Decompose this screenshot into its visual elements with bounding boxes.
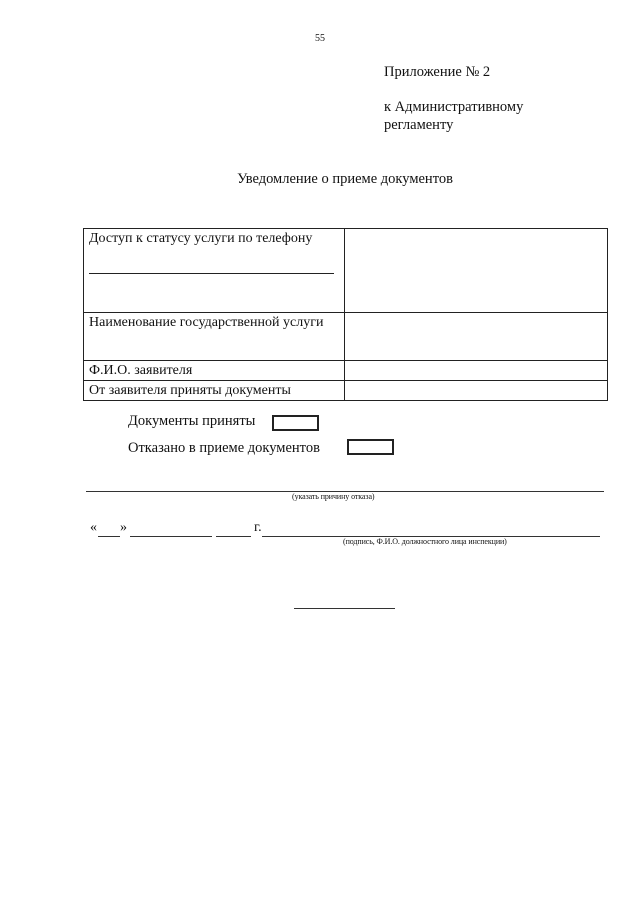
service-name-value	[345, 313, 608, 361]
phone-number-line	[89, 273, 334, 274]
phone-access-value	[345, 229, 608, 313]
applicant-name-value	[345, 361, 608, 381]
table-row	[84, 381, 608, 401]
table-row	[84, 361, 608, 381]
appendix-block	[384, 63, 523, 134]
signature-caption: (подпись, Ф.И.О. должностного лица инспекции)	[343, 537, 507, 546]
date-open-quote: «	[90, 520, 97, 535]
end-divider	[294, 608, 395, 609]
date-close-quote: »	[120, 520, 127, 535]
documents-accepted-label: Документы приняты	[128, 413, 256, 429]
documents-rejected-label: Отказано в приеме документов	[128, 440, 320, 456]
phone-access-label: Доступ к статусу услуги по телефону	[89, 231, 313, 246]
appendix-number: Приложение № 2	[384, 64, 491, 80]
table-row	[84, 313, 608, 361]
notification-table	[83, 228, 608, 401]
documents-rejected-checkbox[interactable]	[347, 439, 394, 455]
documents-received-label: От заявителя приняты документы	[84, 381, 345, 401]
rejection-reason-caption: (указать причину отказа)	[292, 492, 375, 501]
documents-received-value	[345, 381, 608, 401]
page-number: 55	[315, 33, 325, 44]
appendix-to-line-2: регламенту	[384, 117, 454, 133]
row-label	[84, 229, 345, 313]
appendix-to-line-1: к Административному	[384, 99, 524, 115]
document-title: Уведомление о приеме документов	[237, 171, 453, 187]
table-row	[84, 229, 608, 313]
date-day-line[interactable]	[98, 536, 120, 537]
service-name-label: Наименование государственной услуги	[84, 313, 345, 361]
applicant-name-label: Ф.И.О. заявителя	[84, 361, 345, 381]
date-year-line[interactable]	[216, 536, 251, 537]
date-year-suffix: г.	[254, 520, 262, 535]
date-month-line[interactable]	[130, 536, 212, 537]
documents-accepted-checkbox[interactable]	[272, 415, 319, 431]
